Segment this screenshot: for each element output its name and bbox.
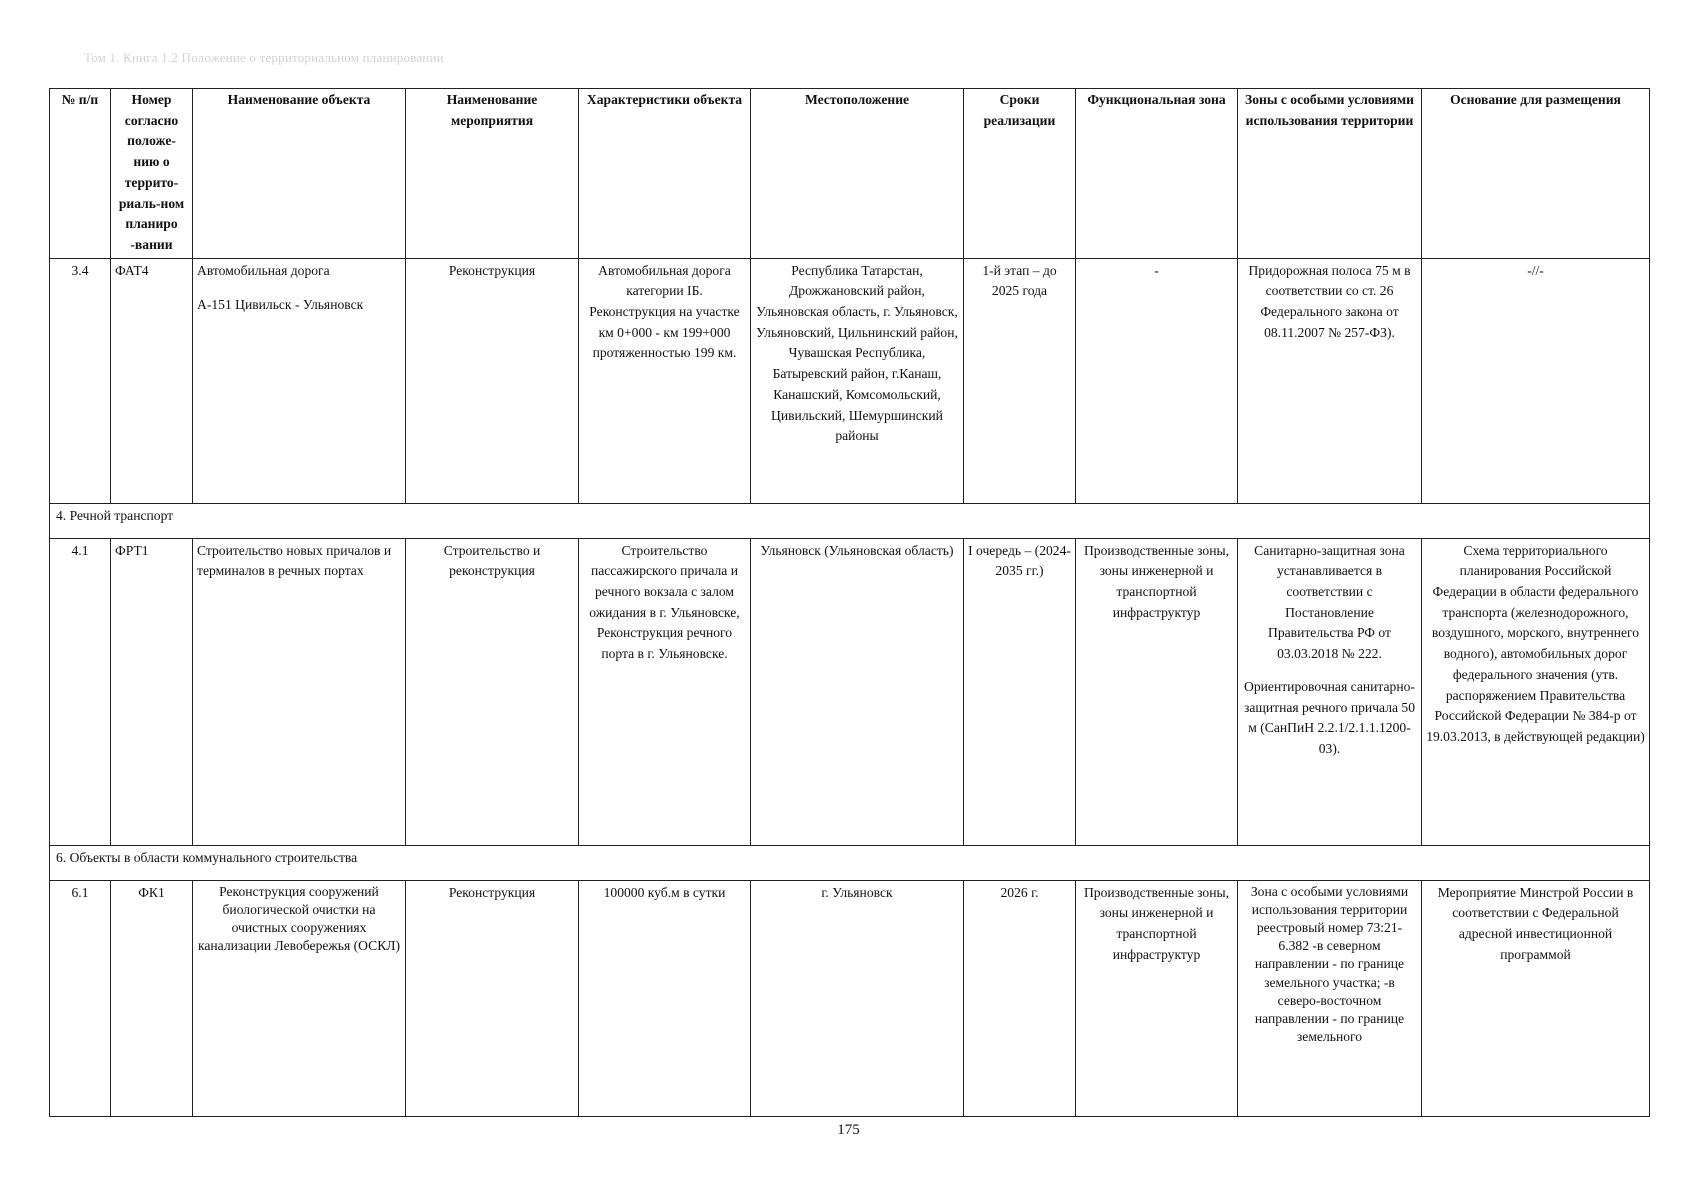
cell-measure: Реконструкция: [406, 880, 579, 1116]
cell-measure: Реконструкция: [406, 258, 579, 503]
page-number: 175: [837, 1122, 860, 1138]
header-number: Номер согласно положе-нию о террито-риаль-ном планиро -вании: [111, 89, 193, 259]
cell-num: 4.1: [50, 538, 111, 845]
header-special-zones: Зоны с особыми условиями использования территории: [1238, 89, 1422, 259]
cell-special-zones: Зона с особыми условиями использования территории реестровый номер 73:21-6.382 -в северном направлении - по границе земельного участка; -в северо-восточном направлении - по границе земельного: [1238, 880, 1422, 1116]
section-title: 6. Объекты в области коммунального строительства: [50, 845, 1650, 880]
cell-number: ФК1: [111, 880, 193, 1116]
cell-num: 3.4: [50, 258, 111, 503]
cell-basis: Схема территориального планирования Российской Федерации в области федерального транспорта (железнодорожного, воздушного, морского, внутреннего водного), автомобильных дорог федерального значения (утв. распоряжением Правительства Российской Федерации № 384-р от 19.03.2013, в действующей редакции): [1422, 538, 1650, 845]
cell-characteristics: Автомобильная дорога категории IБ. Реконструкция на участке км 0+000 - км 199+000 протяженностью 199 км.: [579, 258, 751, 503]
header-location: Местоположение: [751, 89, 964, 259]
cell-name-line1: Автомобильная дорога: [197, 262, 330, 278]
cell-special-zones: [1238, 538, 1422, 845]
header-basis: Основание для размещения: [1422, 89, 1650, 259]
territorial-planning-table: [49, 88, 1650, 1117]
section-title: 4. Речной транспорт: [50, 503, 1650, 538]
cell-zone: Производственные зоны, зоны инженерной и транспортной инфраструктур: [1076, 538, 1238, 845]
table-row: [50, 258, 1650, 503]
cell-number: ФРТ1: [111, 538, 193, 845]
cell-location: г. Ульяновск: [751, 880, 964, 1116]
special-zones-paragraph-1: Санитарно-защитная зона устанавливается в соответствии с Постановление Правительства РФ от 03.03.2018 № 222.: [1254, 542, 1405, 662]
cell-name: Реконструкция сооружений биологической очистки на очистных сооружениях канализации Левобережья (ОСКЛ): [193, 880, 406, 1116]
header-num: № п/п: [50, 89, 111, 259]
cell-special-zones: Придорожная полоса 75 м в соответствии со ст. 26 Федерального закона от 08.11.2007 № 257-ФЗ).: [1238, 258, 1422, 503]
header-name: Наименование объекта: [193, 89, 406, 259]
cell-characteristics: Строительство пассажирского причала и речного вокзала с залом ожидания в г. Ульяновске, Реконструкция речного порта в г. Ульяновске.: [579, 538, 751, 845]
cell-basis: Мероприятие Минстрой России в соответствии с Федеральной адресной инвестиционной программой: [1422, 880, 1650, 1116]
running-header: Том 1. Книга 1.2 Положение о территориальном планировании: [84, 50, 444, 65]
cell-location: Республика Татарстан, Дрожжановский район, Ульяновская область, г. Ульяновск, Ульяновский, Цильнинский район, Чувашская Республика, Батыревский район, г.Канаш, Канашский, Комсомольский, Цивильский, Шемуршинский районы: [751, 258, 964, 503]
table-row: [50, 880, 1650, 1116]
cell-terms: I очередь – (2024-2035 гг.): [964, 538, 1076, 845]
cell-measure: Строительство и реконструкция: [406, 538, 579, 845]
cell-zone: -: [1076, 258, 1238, 503]
table-header-row: [50, 89, 1650, 259]
section-row: [50, 503, 1650, 538]
section-row: [50, 845, 1650, 880]
special-zones-paragraph-2: Ориентировочная санитарно-защитная речного причала 50 м (СанПиН 2.2.1/2.1.1.1200-03).: [1243, 678, 1416, 756]
cell-characteristics: 100000 куб.м в сутки: [579, 880, 751, 1116]
cell-num: 6.1: [50, 880, 111, 1116]
cell-name: [193, 258, 406, 503]
cell-location: Ульяновск (Ульяновская область): [751, 538, 964, 845]
table-row: [50, 538, 1650, 845]
cell-name: Строительство новых причалов и терминалов в речных портах: [193, 538, 406, 845]
cell-name-line2: А-151 Цивильск - Ульяновск: [197, 297, 364, 313]
cell-zone: Производственные зоны, зоны инженерной и транспортной инфраструктур: [1076, 880, 1238, 1116]
cell-terms: 1-й этап – до 2025 года: [964, 258, 1076, 503]
header-measure: Наименование мероприятия: [406, 89, 579, 259]
cell-basis: -//-: [1422, 258, 1650, 503]
header-characteristics: Характеристики объекта: [579, 89, 751, 259]
cell-terms: 2026 г.: [964, 880, 1076, 1116]
header-terms: Сроки реализации: [964, 89, 1076, 259]
cell-number: ФАТ4: [111, 258, 193, 503]
header-zone: Функциональная зона: [1076, 89, 1238, 259]
